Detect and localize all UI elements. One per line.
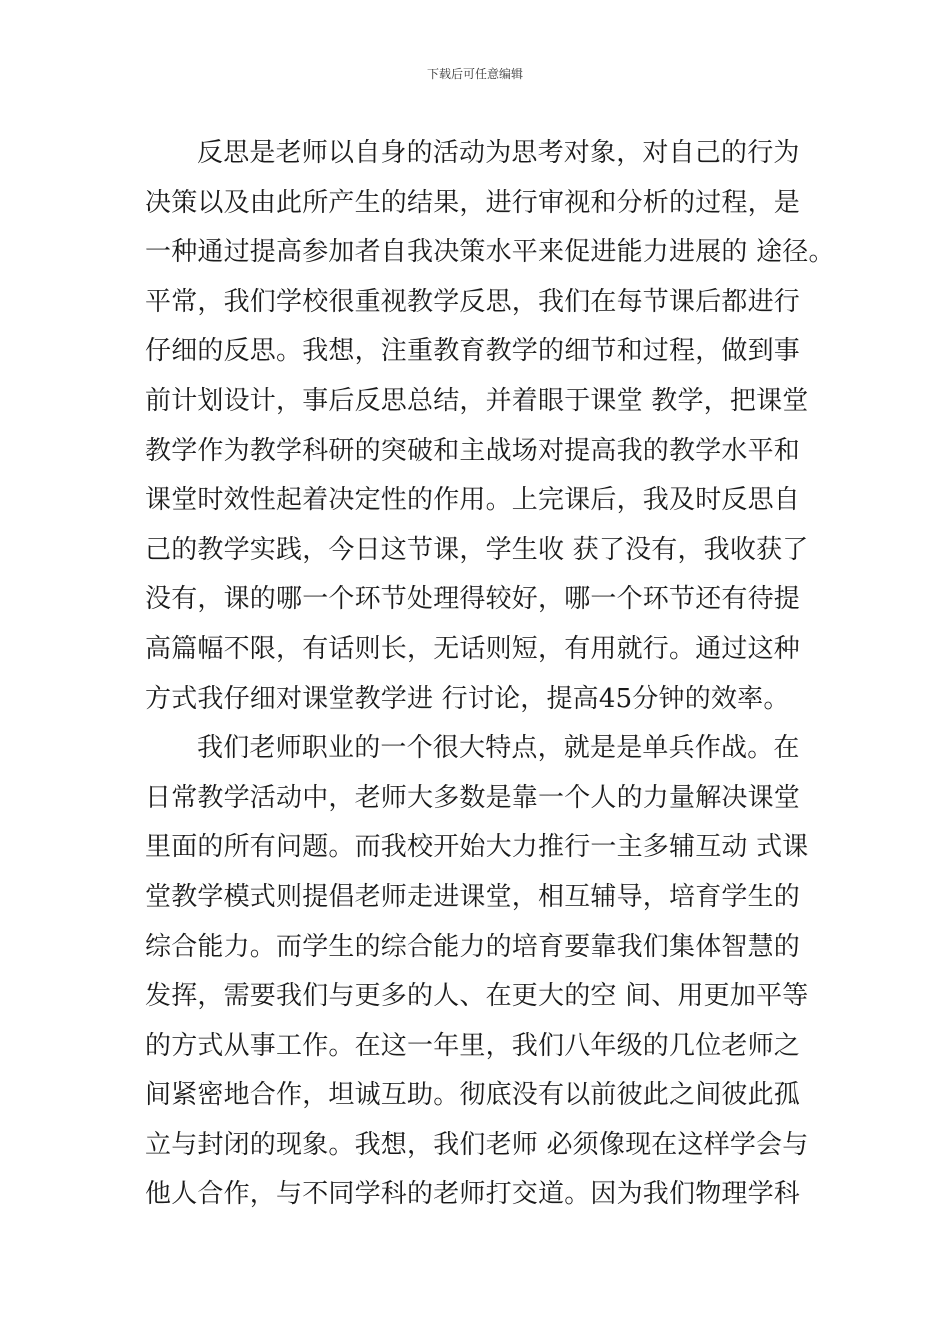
text-line: 决策以及由此所产生的结果，进行审视和分析的过程，是 — [145, 187, 801, 218]
text-line: 日常教学活动中，老师大多数是靠一个人的力量解决课堂 — [145, 782, 801, 813]
text-line: 他人合作，与不同学科的老师打交道。因为我们物理学科 — [145, 1179, 801, 1210]
text-line: 方式我仔细对课堂教学进 行讨论，提高45分钟的效率。 — [145, 683, 790, 714]
text-line: 堂教学模式则提倡老师走进课堂，相互辅导，培育学生的 — [145, 881, 801, 912]
text-line: 一种通过提高参加者自我决策水平来促进能力进展的 途径。 — [145, 237, 835, 268]
text-line: 立与封闭的现象。我想，我们老师 必须像现在这样学会与 — [145, 1129, 809, 1160]
text-line: 的方式从事工作。在这一年里，我们八年级的几位老师之 — [145, 1030, 801, 1061]
text-line: 前计划设计，事后反思总结，并着眼于课堂 教学，把课堂 — [145, 385, 809, 416]
text-line: 反思是老师以自身的活动为思考对象，对自己的行为 — [197, 138, 800, 168]
text-line: 综合能力。而学生的综合能力的培育要靠我们集体智慧的 — [145, 931, 801, 962]
page-header: 下载后可任意编辑 — [426, 67, 523, 81]
text-line: 仔细的反思。我想，注重教育教学的细节和过程，做到事 — [145, 336, 801, 367]
text-line: 我们老师职业的一个很大特点，就是是单兵作战。在 — [197, 733, 800, 764]
text-line: 里面的所有问题。而我校开始大力推行一主多辅互动 式课 — [145, 832, 809, 863]
text-line: 高篇幅不限，有话则长，无话则短，有用就行。通过这种 — [145, 633, 801, 664]
text-line: 发挥，需要我们与更多的人、在更大的空 间、用更加平等 — [145, 981, 809, 1012]
text-line: 没有，课的哪一个环节处理得较好，哪一个环节还有待提 — [145, 584, 801, 615]
document-body — [145, 129, 835, 1220]
text-line: 课堂时效性起着决定性的作用。上完课后，我及时反思自 — [145, 485, 801, 516]
text-line: 平常，我们学校很重视教学反思，我们在每节课后都进行 — [145, 286, 801, 317]
paragraph-1 — [145, 129, 835, 724]
text-line: 间紧密地合作，坦诚互助。彻底没有以前彼此之间彼此孤 — [145, 1080, 801, 1111]
text-line: 教学作为教学科研的突破和主战场对提高我的教学水平和 — [145, 435, 801, 466]
text-line: 己的教学实践，今日这节课，学生收 获了没有，我收获了 — [145, 534, 809, 565]
paragraph-2 — [145, 724, 825, 1220]
